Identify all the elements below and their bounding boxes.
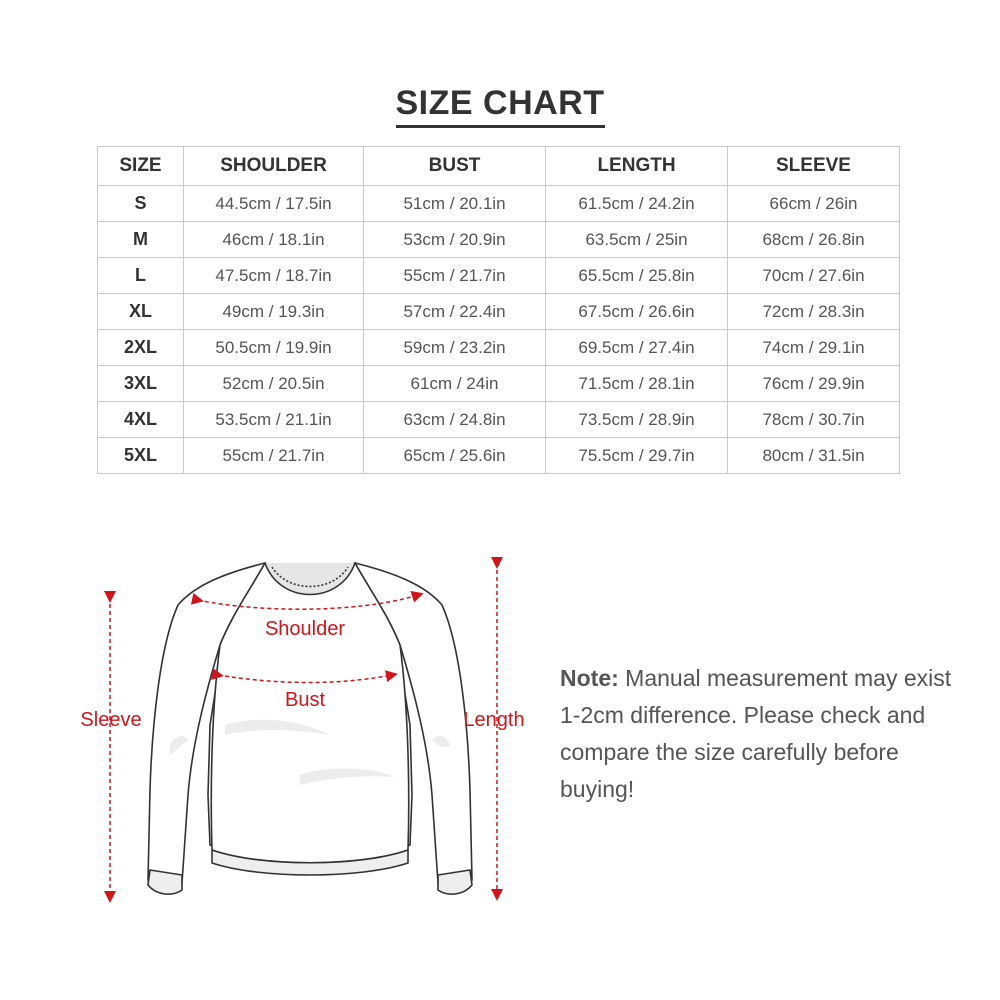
size-cell: S — [98, 186, 184, 222]
measurement-cell: 70cm / 27.6in — [728, 258, 900, 294]
measurement-cell: 63.5cm / 25in — [546, 222, 728, 258]
size-cell: XL — [98, 294, 184, 330]
note-text: Manual measurement may exist 1-2cm difference. Please check and compare the size carefully before buying! — [560, 665, 952, 802]
note-prefix: Note: — [560, 665, 619, 691]
measurement-cell: 65cm / 25.6in — [364, 438, 546, 474]
measurement-cell: 74cm / 29.1in — [728, 330, 900, 366]
measurement-cell: 46cm / 18.1in — [184, 222, 364, 258]
measurement-cell: 66cm / 26in — [728, 186, 900, 222]
length-label: Length — [463, 709, 525, 731]
measurement-cell: 69.5cm / 27.4in — [546, 330, 728, 366]
table-row — [98, 366, 900, 402]
sweatshirt-diagram — [60, 545, 540, 925]
size-cell: 3XL — [98, 366, 184, 402]
size-cell: 5XL — [98, 438, 184, 474]
measurement-cell: 73.5cm / 28.9in — [546, 402, 728, 438]
title-text: SIZE CHART — [396, 84, 605, 128]
size-cell: 4XL — [98, 402, 184, 438]
header-size: SIZE — [98, 147, 184, 186]
bust-label: Bust — [284, 689, 326, 711]
measurement-cell: 53cm / 20.9in — [364, 222, 546, 258]
header-length: LENGTH — [546, 147, 728, 186]
measurement-cell: 61.5cm / 24.2in — [546, 186, 728, 222]
measurement-cell: 55cm / 21.7in — [184, 438, 364, 474]
size-table — [97, 146, 900, 474]
measurement-cell: 50.5cm / 19.9in — [184, 330, 364, 366]
measurement-cell: 59cm / 23.2in — [364, 330, 546, 366]
measurement-note — [560, 660, 960, 808]
measurement-cell: 63cm / 24.8in — [364, 402, 546, 438]
table-row — [98, 438, 900, 474]
size-chart-title — [0, 84, 1000, 128]
measurement-cell: 72cm / 28.3in — [728, 294, 900, 330]
measurement-cell: 80cm / 31.5in — [728, 438, 900, 474]
header-shoulder: SHOULDER — [184, 147, 364, 186]
measurement-cell: 67.5cm / 26.6in — [546, 294, 728, 330]
measurement-cell: 68cm / 26.8in — [728, 222, 900, 258]
table-row — [98, 258, 900, 294]
measurement-cell: 65.5cm / 25.8in — [546, 258, 728, 294]
measurement-cell: 78cm / 30.7in — [728, 402, 900, 438]
measurement-cell: 76cm / 29.9in — [728, 366, 900, 402]
measurement-cell: 71.5cm / 28.1in — [546, 366, 728, 402]
table-header-row — [98, 147, 900, 186]
sleeve-label: Sleeve — [80, 709, 142, 731]
table-row — [98, 330, 900, 366]
measurement-cell: 57cm / 22.4in — [364, 294, 546, 330]
table-row — [98, 186, 900, 222]
measurement-cell: 52cm / 20.5in — [184, 366, 364, 402]
table-body — [98, 186, 900, 474]
shoulder-label: Shoulder — [264, 618, 346, 640]
measurement-cell: 44.5cm / 17.5in — [184, 186, 364, 222]
header-sleeve: SLEEVE — [728, 147, 900, 186]
measurement-cell: 61cm / 24in — [364, 366, 546, 402]
measurement-cell: 49cm / 19.3in — [184, 294, 364, 330]
measurement-cell: 55cm / 21.7in — [364, 258, 546, 294]
header-bust: BUST — [364, 147, 546, 186]
size-cell: 2XL — [98, 330, 184, 366]
table-row — [98, 222, 900, 258]
measurement-cell: 75.5cm / 29.7in — [546, 438, 728, 474]
table-row — [98, 402, 900, 438]
measurement-cell: 51cm / 20.1in — [364, 186, 546, 222]
size-cell: L — [98, 258, 184, 294]
measurement-cell: 53.5cm / 21.1in — [184, 402, 364, 438]
measurement-cell: 47.5cm / 18.7in — [184, 258, 364, 294]
size-cell: M — [98, 222, 184, 258]
table-row — [98, 294, 900, 330]
